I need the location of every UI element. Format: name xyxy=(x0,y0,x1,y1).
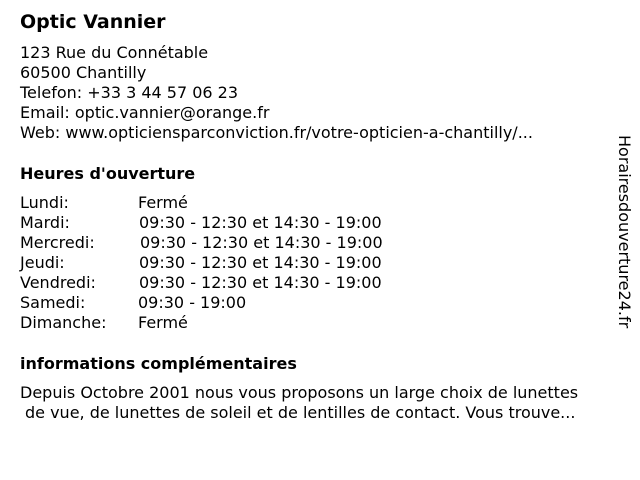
address-city: 60500 Chantilly xyxy=(20,63,147,82)
website-text: Web: www.opticiensparconviction.fr/votre-opticien-a-chantilly/... xyxy=(20,123,533,142)
day-hours: 09:30 - 12:30 et 14:30 - 19:00 xyxy=(139,253,382,272)
day-label: Lundi: xyxy=(20,193,69,212)
business-name: Optic Vannier xyxy=(20,11,166,33)
day-label: Jeudi: xyxy=(20,253,65,272)
contact-block xyxy=(20,43,533,143)
additional-info-text xyxy=(20,383,640,423)
additional-info-heading: informations complémentaires xyxy=(20,354,297,373)
day-label: Samedi: xyxy=(20,293,86,312)
day-label: Mardi: xyxy=(20,213,70,232)
watermark xyxy=(612,135,636,355)
description-line: de vue, de lunettes de soleil et de lentilles de contact. Vous trouve... xyxy=(25,403,576,422)
day-hours: Fermé xyxy=(138,313,188,332)
watermark-text: Horairesdouverture24.fr xyxy=(615,135,634,329)
description-line: Depuis Octobre 2001 nous vous proposons un large choix de lunettes xyxy=(20,383,579,402)
day-hours: 09:30 - 19:00 xyxy=(138,293,247,312)
day-hours: Fermé xyxy=(138,193,188,212)
phone-text: Telefon: +33 3 44 57 06 23 xyxy=(20,83,239,102)
day-label: Vendredi: xyxy=(20,273,96,292)
email-text: Email: optic.vannier@orange.fr xyxy=(20,103,270,122)
day-label: Dimanche: xyxy=(20,313,107,332)
day-hours: 09:30 - 12:30 et 14:30 - 19:00 xyxy=(139,213,382,232)
address-street: 123 Rue du Connétable xyxy=(20,43,209,62)
day-hours: 09:30 - 12:30 et 14:30 - 19:00 xyxy=(140,233,383,252)
day-hours: 09:30 - 12:30 et 14:30 - 19:00 xyxy=(139,273,382,292)
day-label: Mercredi: xyxy=(20,233,95,252)
opening-hours-heading: Heures d'ouverture xyxy=(20,164,196,183)
